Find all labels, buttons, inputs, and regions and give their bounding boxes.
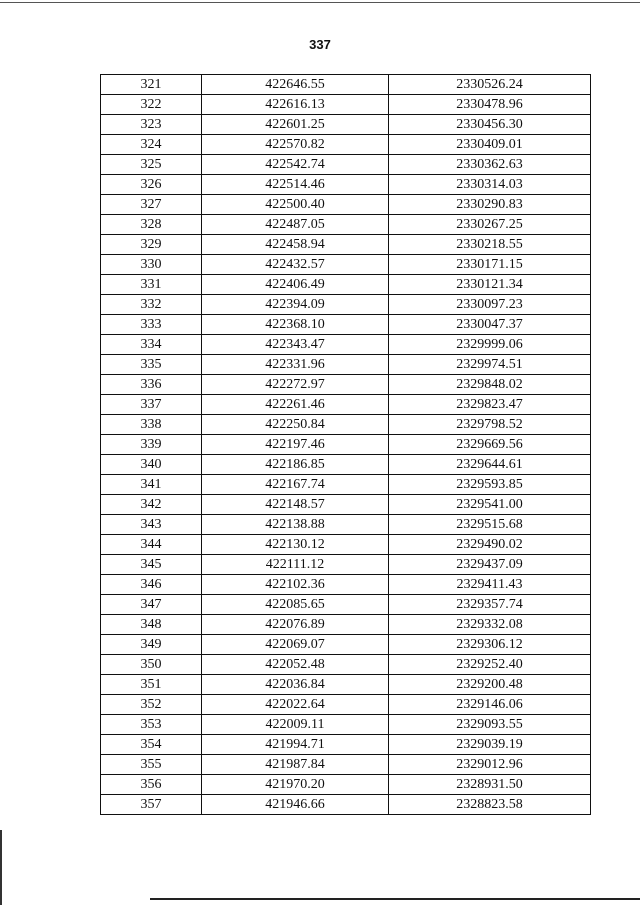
x-coordinate-cell: 421970.20 bbox=[202, 775, 389, 795]
x-coordinate-cell: 421994.71 bbox=[202, 735, 389, 755]
point-number-cell: 350 bbox=[101, 655, 202, 675]
table-row bbox=[101, 375, 591, 395]
x-coordinate-cell: 422406.49 bbox=[202, 275, 389, 295]
table-row bbox=[101, 555, 591, 575]
point-number-cell: 328 bbox=[101, 215, 202, 235]
y-coordinate-cell: 2328931.50 bbox=[389, 775, 591, 795]
point-number-cell: 357 bbox=[101, 795, 202, 815]
left-edge-mark bbox=[0, 830, 2, 905]
x-coordinate-cell: 422186.85 bbox=[202, 455, 389, 475]
table-row bbox=[101, 735, 591, 755]
y-coordinate-cell: 2329332.08 bbox=[389, 615, 591, 635]
x-coordinate-cell: 422036.84 bbox=[202, 675, 389, 695]
point-number-cell: 346 bbox=[101, 575, 202, 595]
table-row bbox=[101, 115, 591, 135]
table-row bbox=[101, 695, 591, 715]
table-row bbox=[101, 655, 591, 675]
point-number-cell: 349 bbox=[101, 635, 202, 655]
point-number-cell: 323 bbox=[101, 115, 202, 135]
table-row bbox=[101, 355, 591, 375]
table-row bbox=[101, 275, 591, 295]
x-coordinate-cell: 422432.57 bbox=[202, 255, 389, 275]
x-coordinate-cell: 422616.13 bbox=[202, 95, 389, 115]
x-coordinate-cell: 422601.25 bbox=[202, 115, 389, 135]
point-number-cell: 347 bbox=[101, 595, 202, 615]
point-number-cell: 355 bbox=[101, 755, 202, 775]
table-row bbox=[101, 175, 591, 195]
point-number-cell: 324 bbox=[101, 135, 202, 155]
y-coordinate-cell: 2329823.47 bbox=[389, 395, 591, 415]
y-coordinate-cell: 2329974.51 bbox=[389, 355, 591, 375]
table-row bbox=[101, 715, 591, 735]
table-row bbox=[101, 615, 591, 635]
y-coordinate-cell: 2329200.48 bbox=[389, 675, 591, 695]
point-number-cell: 353 bbox=[101, 715, 202, 735]
table-row bbox=[101, 155, 591, 175]
x-coordinate-cell: 422514.46 bbox=[202, 175, 389, 195]
point-number-cell: 352 bbox=[101, 695, 202, 715]
table-row bbox=[101, 475, 591, 495]
coordinate-table-body bbox=[101, 75, 591, 815]
table-row bbox=[101, 775, 591, 795]
point-number-cell: 343 bbox=[101, 515, 202, 535]
y-coordinate-cell: 2330121.34 bbox=[389, 275, 591, 295]
y-coordinate-cell: 2329669.56 bbox=[389, 435, 591, 455]
table-row bbox=[101, 315, 591, 335]
point-number-cell: 341 bbox=[101, 475, 202, 495]
point-number-cell: 345 bbox=[101, 555, 202, 575]
point-number-cell: 335 bbox=[101, 355, 202, 375]
y-coordinate-cell: 2330047.37 bbox=[389, 315, 591, 335]
table-row bbox=[101, 135, 591, 155]
y-coordinate-cell: 2329252.40 bbox=[389, 655, 591, 675]
coordinate-table bbox=[100, 74, 591, 815]
y-coordinate-cell: 2329039.19 bbox=[389, 735, 591, 755]
table-row bbox=[101, 495, 591, 515]
x-coordinate-cell: 422250.84 bbox=[202, 415, 389, 435]
x-coordinate-cell: 422102.36 bbox=[202, 575, 389, 595]
point-number-cell: 321 bbox=[101, 75, 202, 95]
y-coordinate-cell: 2329437.09 bbox=[389, 555, 591, 575]
x-coordinate-cell: 421987.84 bbox=[202, 755, 389, 775]
x-coordinate-cell: 422052.48 bbox=[202, 655, 389, 675]
y-coordinate-cell: 2330409.01 bbox=[389, 135, 591, 155]
y-coordinate-cell: 2329515.68 bbox=[389, 515, 591, 535]
table-row bbox=[101, 635, 591, 655]
y-coordinate-cell: 2329490.02 bbox=[389, 535, 591, 555]
y-coordinate-cell: 2329093.55 bbox=[389, 715, 591, 735]
y-coordinate-cell: 2328823.58 bbox=[389, 795, 591, 815]
table-row bbox=[101, 575, 591, 595]
x-coordinate-cell: 422542.74 bbox=[202, 155, 389, 175]
point-number-cell: 327 bbox=[101, 195, 202, 215]
point-number-cell: 336 bbox=[101, 375, 202, 395]
table-row bbox=[101, 95, 591, 115]
point-number-cell: 342 bbox=[101, 495, 202, 515]
point-number-cell: 339 bbox=[101, 435, 202, 455]
x-coordinate-cell: 422022.64 bbox=[202, 695, 389, 715]
x-coordinate-cell: 422130.12 bbox=[202, 535, 389, 555]
x-coordinate-cell: 422394.09 bbox=[202, 295, 389, 315]
x-coordinate-cell: 422261.46 bbox=[202, 395, 389, 415]
x-coordinate-cell: 422148.57 bbox=[202, 495, 389, 515]
x-coordinate-cell: 422197.46 bbox=[202, 435, 389, 455]
y-coordinate-cell: 2330171.15 bbox=[389, 255, 591, 275]
y-coordinate-cell: 2330362.63 bbox=[389, 155, 591, 175]
table-row bbox=[101, 795, 591, 815]
point-number-cell: 330 bbox=[101, 255, 202, 275]
top-edge-rule bbox=[0, 2, 640, 3]
x-coordinate-cell: 422331.96 bbox=[202, 355, 389, 375]
x-coordinate-cell: 422138.88 bbox=[202, 515, 389, 535]
y-coordinate-cell: 2329999.06 bbox=[389, 335, 591, 355]
table-row bbox=[101, 675, 591, 695]
table-row bbox=[101, 755, 591, 775]
point-number-cell: 344 bbox=[101, 535, 202, 555]
point-number-cell: 322 bbox=[101, 95, 202, 115]
y-coordinate-cell: 2329541.00 bbox=[389, 495, 591, 515]
point-number-cell: 340 bbox=[101, 455, 202, 475]
y-coordinate-cell: 2330526.24 bbox=[389, 75, 591, 95]
x-coordinate-cell: 422009.11 bbox=[202, 715, 389, 735]
table-row bbox=[101, 215, 591, 235]
x-coordinate-cell: 422500.40 bbox=[202, 195, 389, 215]
y-coordinate-cell: 2330456.30 bbox=[389, 115, 591, 135]
point-number-cell: 356 bbox=[101, 775, 202, 795]
x-coordinate-cell: 422368.10 bbox=[202, 315, 389, 335]
x-coordinate-cell: 422646.55 bbox=[202, 75, 389, 95]
y-coordinate-cell: 2330290.83 bbox=[389, 195, 591, 215]
y-coordinate-cell: 2329012.96 bbox=[389, 755, 591, 775]
x-coordinate-cell: 422343.47 bbox=[202, 335, 389, 355]
table-row bbox=[101, 535, 591, 555]
table-row bbox=[101, 515, 591, 535]
point-number-cell: 325 bbox=[101, 155, 202, 175]
y-coordinate-cell: 2330314.03 bbox=[389, 175, 591, 195]
table-row bbox=[101, 435, 591, 455]
y-coordinate-cell: 2330218.55 bbox=[389, 235, 591, 255]
bottom-edge-rule bbox=[150, 898, 640, 900]
point-number-cell: 354 bbox=[101, 735, 202, 755]
y-coordinate-cell: 2329798.52 bbox=[389, 415, 591, 435]
point-number-cell: 329 bbox=[101, 235, 202, 255]
table-row bbox=[101, 295, 591, 315]
point-number-cell: 332 bbox=[101, 295, 202, 315]
x-coordinate-cell: 422458.94 bbox=[202, 235, 389, 255]
point-number-cell: 326 bbox=[101, 175, 202, 195]
x-coordinate-cell: 422069.07 bbox=[202, 635, 389, 655]
table-row bbox=[101, 595, 591, 615]
table-row bbox=[101, 335, 591, 355]
point-number-cell: 337 bbox=[101, 395, 202, 415]
y-coordinate-cell: 2330267.25 bbox=[389, 215, 591, 235]
point-number-cell: 348 bbox=[101, 615, 202, 635]
x-coordinate-cell: 422085.65 bbox=[202, 595, 389, 615]
y-coordinate-cell: 2329848.02 bbox=[389, 375, 591, 395]
y-coordinate-cell: 2329146.06 bbox=[389, 695, 591, 715]
table-row bbox=[101, 75, 591, 95]
y-coordinate-cell: 2329644.61 bbox=[389, 455, 591, 475]
y-coordinate-cell: 2329357.74 bbox=[389, 595, 591, 615]
y-coordinate-cell: 2330097.23 bbox=[389, 295, 591, 315]
table-row bbox=[101, 415, 591, 435]
x-coordinate-cell: 421946.66 bbox=[202, 795, 389, 815]
y-coordinate-cell: 2329411.43 bbox=[389, 575, 591, 595]
table-row bbox=[101, 455, 591, 475]
point-number-cell: 351 bbox=[101, 675, 202, 695]
x-coordinate-cell: 422167.74 bbox=[202, 475, 389, 495]
table-row bbox=[101, 395, 591, 415]
x-coordinate-cell: 422487.05 bbox=[202, 215, 389, 235]
y-coordinate-cell: 2330478.96 bbox=[389, 95, 591, 115]
x-coordinate-cell: 422570.82 bbox=[202, 135, 389, 155]
page-number: 337 bbox=[309, 37, 331, 52]
table-row bbox=[101, 195, 591, 215]
point-number-cell: 331 bbox=[101, 275, 202, 295]
x-coordinate-cell: 422111.12 bbox=[202, 555, 389, 575]
point-number-cell: 333 bbox=[101, 315, 202, 335]
y-coordinate-cell: 2329306.12 bbox=[389, 635, 591, 655]
table-row bbox=[101, 255, 591, 275]
x-coordinate-cell: 422076.89 bbox=[202, 615, 389, 635]
point-number-cell: 334 bbox=[101, 335, 202, 355]
point-number-cell: 338 bbox=[101, 415, 202, 435]
x-coordinate-cell: 422272.97 bbox=[202, 375, 389, 395]
table-row bbox=[101, 235, 591, 255]
y-coordinate-cell: 2329593.85 bbox=[389, 475, 591, 495]
